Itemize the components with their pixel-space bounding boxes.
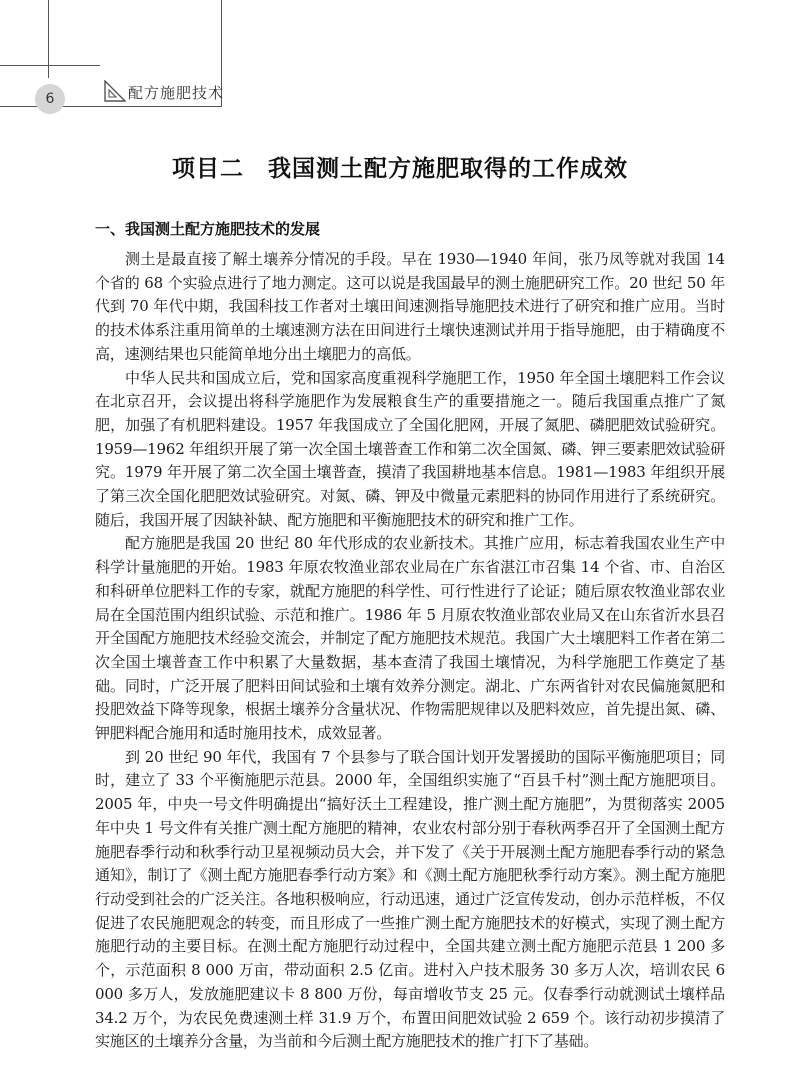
chapter-title: 项目二 我国测土配方施肥取得的工作成效 xyxy=(172,156,628,182)
paragraph: 配方施肥是我国 20 世纪 80 年代形成的农业新技术。其推广应用，标志着我国农业生产中科学计量施肥的开始。1983 年原农牧渔业部农业局在广东省湛江市召集 14 个省、市、自治区和科研单位肥料工作的专家，就配方施肥的科学性、可行性进行了论证；随后原农牧渔业部农业局在全国范围内组织试验、示范和推广。1986 年 5 月原农牧渔业部农业局又在山东省沂水县召开全国配方施肥技术经验交流会，并制定了配方施肥技术规范。我国广大土壤肥料工作者在第二次全国土壤普查工作中积累了大量数据，基本查清了我国土壤情况，为科学施肥工作奠定了基础。同时，广泛开展了肥料田间试验和土壤有效养分测定。湖北、广东两省针对农民偏施氮肥和投肥效益下降等现象，根据土壤养分含量状况、作物需肥规律以及肥料效应，首先提出氮、磷、钾肥料配合施用和适时施用技术，成效显著。 xyxy=(95,534,725,743)
set-square-icon xyxy=(104,80,126,102)
paragraph: 到 20 世纪 90 年代，我国有 7 个县参与了联合国计划开发署援助的国际平衡施肥项目；同时，建立了 33 个平衡施肥示范县。2000 年，全国组织实施了“百县千村”测土配方施肥项目。2005 年，中央一号文件明确提出“搞好沃土工程建设，推广测土配方施肥”，为贯彻落实 2005 年中央 1 号文件有关推广测土配方施肥的精神，农业农村部分别于春秋两季召开了全国测土配方施肥春季行动和秋季行动卫星视频动员大会，并下发了《关于开展测土配方施肥春季行动的紧急通知》，制订了《测土配方施肥春季行动方案》和《测土配方施肥秋季行动方案》。测土配方施肥行动受到社会的广泛关注。各地积极响应，行动迅速，通过广泛宣传发动，创办示范样板，不仅促进了农民施肥观念的转变，而且形成了一些推广测土配方施肥技术的好模式，实现了测土配方施肥行动的主要目标。在测土配方施肥行动过程中，全国共建立测土配方施肥示范县 1 200 多个，示范面积 8 000 万亩，带动面积 2.5 亿亩。进村入户技术服务 30 多万人次，培训农民 6 000 多万人，发放施肥建议卡 8 800 万份，每亩增收节支 25 元。仅春季行动就测试土壤样品 34.2 万个，为农民免费速测土样 31.9 万个，布置田间肥效试验 2 659 个。该行动初步摸清了实施区的土壤养分含量，为当前和今后测土配方施肥技术的推广打下了基础。 xyxy=(95,747,725,1051)
running-head: 配方施肥技术 xyxy=(128,84,225,102)
paragraph: 测土是最直接了解土壤养分情况的手段。早在 1930—1940 年间，张乃凤等就对我国 14 个省的 68 个实验点进行了地力测定。这可以说是我国最早的测土施肥研究工作。20 世纪 50 年代到 70 年代中期，我国科技工作者对土壤田间速测指导施肥技术进行了研究和推广应用。当时的技术体系注重用简单的土壤速测方法在田间进行土壤快速测试并用于指导施肥，由于精确度不高，速测结果也只能简单地分出土壤肥力的高低。 xyxy=(95,250,725,363)
page-number: 6 xyxy=(35,84,65,114)
section-heading: 一、我国测土配方施肥技术的发展 xyxy=(95,220,321,238)
body-text xyxy=(95,248,725,1054)
header-rule-vertical xyxy=(48,0,49,78)
header-rule-horizontal xyxy=(0,65,100,66)
paragraph: 中华人民共和国成立后，党和国家高度重视科学施肥工作，1950 年全国土壤肥料工作会议在北京召开，会议提出将科学施肥作为发展粮食生产的重要措施之一。随后我国重点推广了氮肥，加强了有机肥料建设。1957 年我国成立了全国化肥网，开展了氮肥、磷肥肥效试验研究。1959—1962 年组织开展了第一次全国土壤普查工作和第二次全国氮、磷、钾三要素肥效试验研究。1979 年开展了第二次全国土壤普查，摸清了我国耕地基本信息。1981—1983 年组织开展了第三次全国化肥肥效试验研究。对氮、磷、钾及中微量元素肥料的协同作用进行了系统研究。随后，我国开展了因缺补缺、配方施肥和平衡施肥技术的研究和推广工作。 xyxy=(95,368,725,529)
